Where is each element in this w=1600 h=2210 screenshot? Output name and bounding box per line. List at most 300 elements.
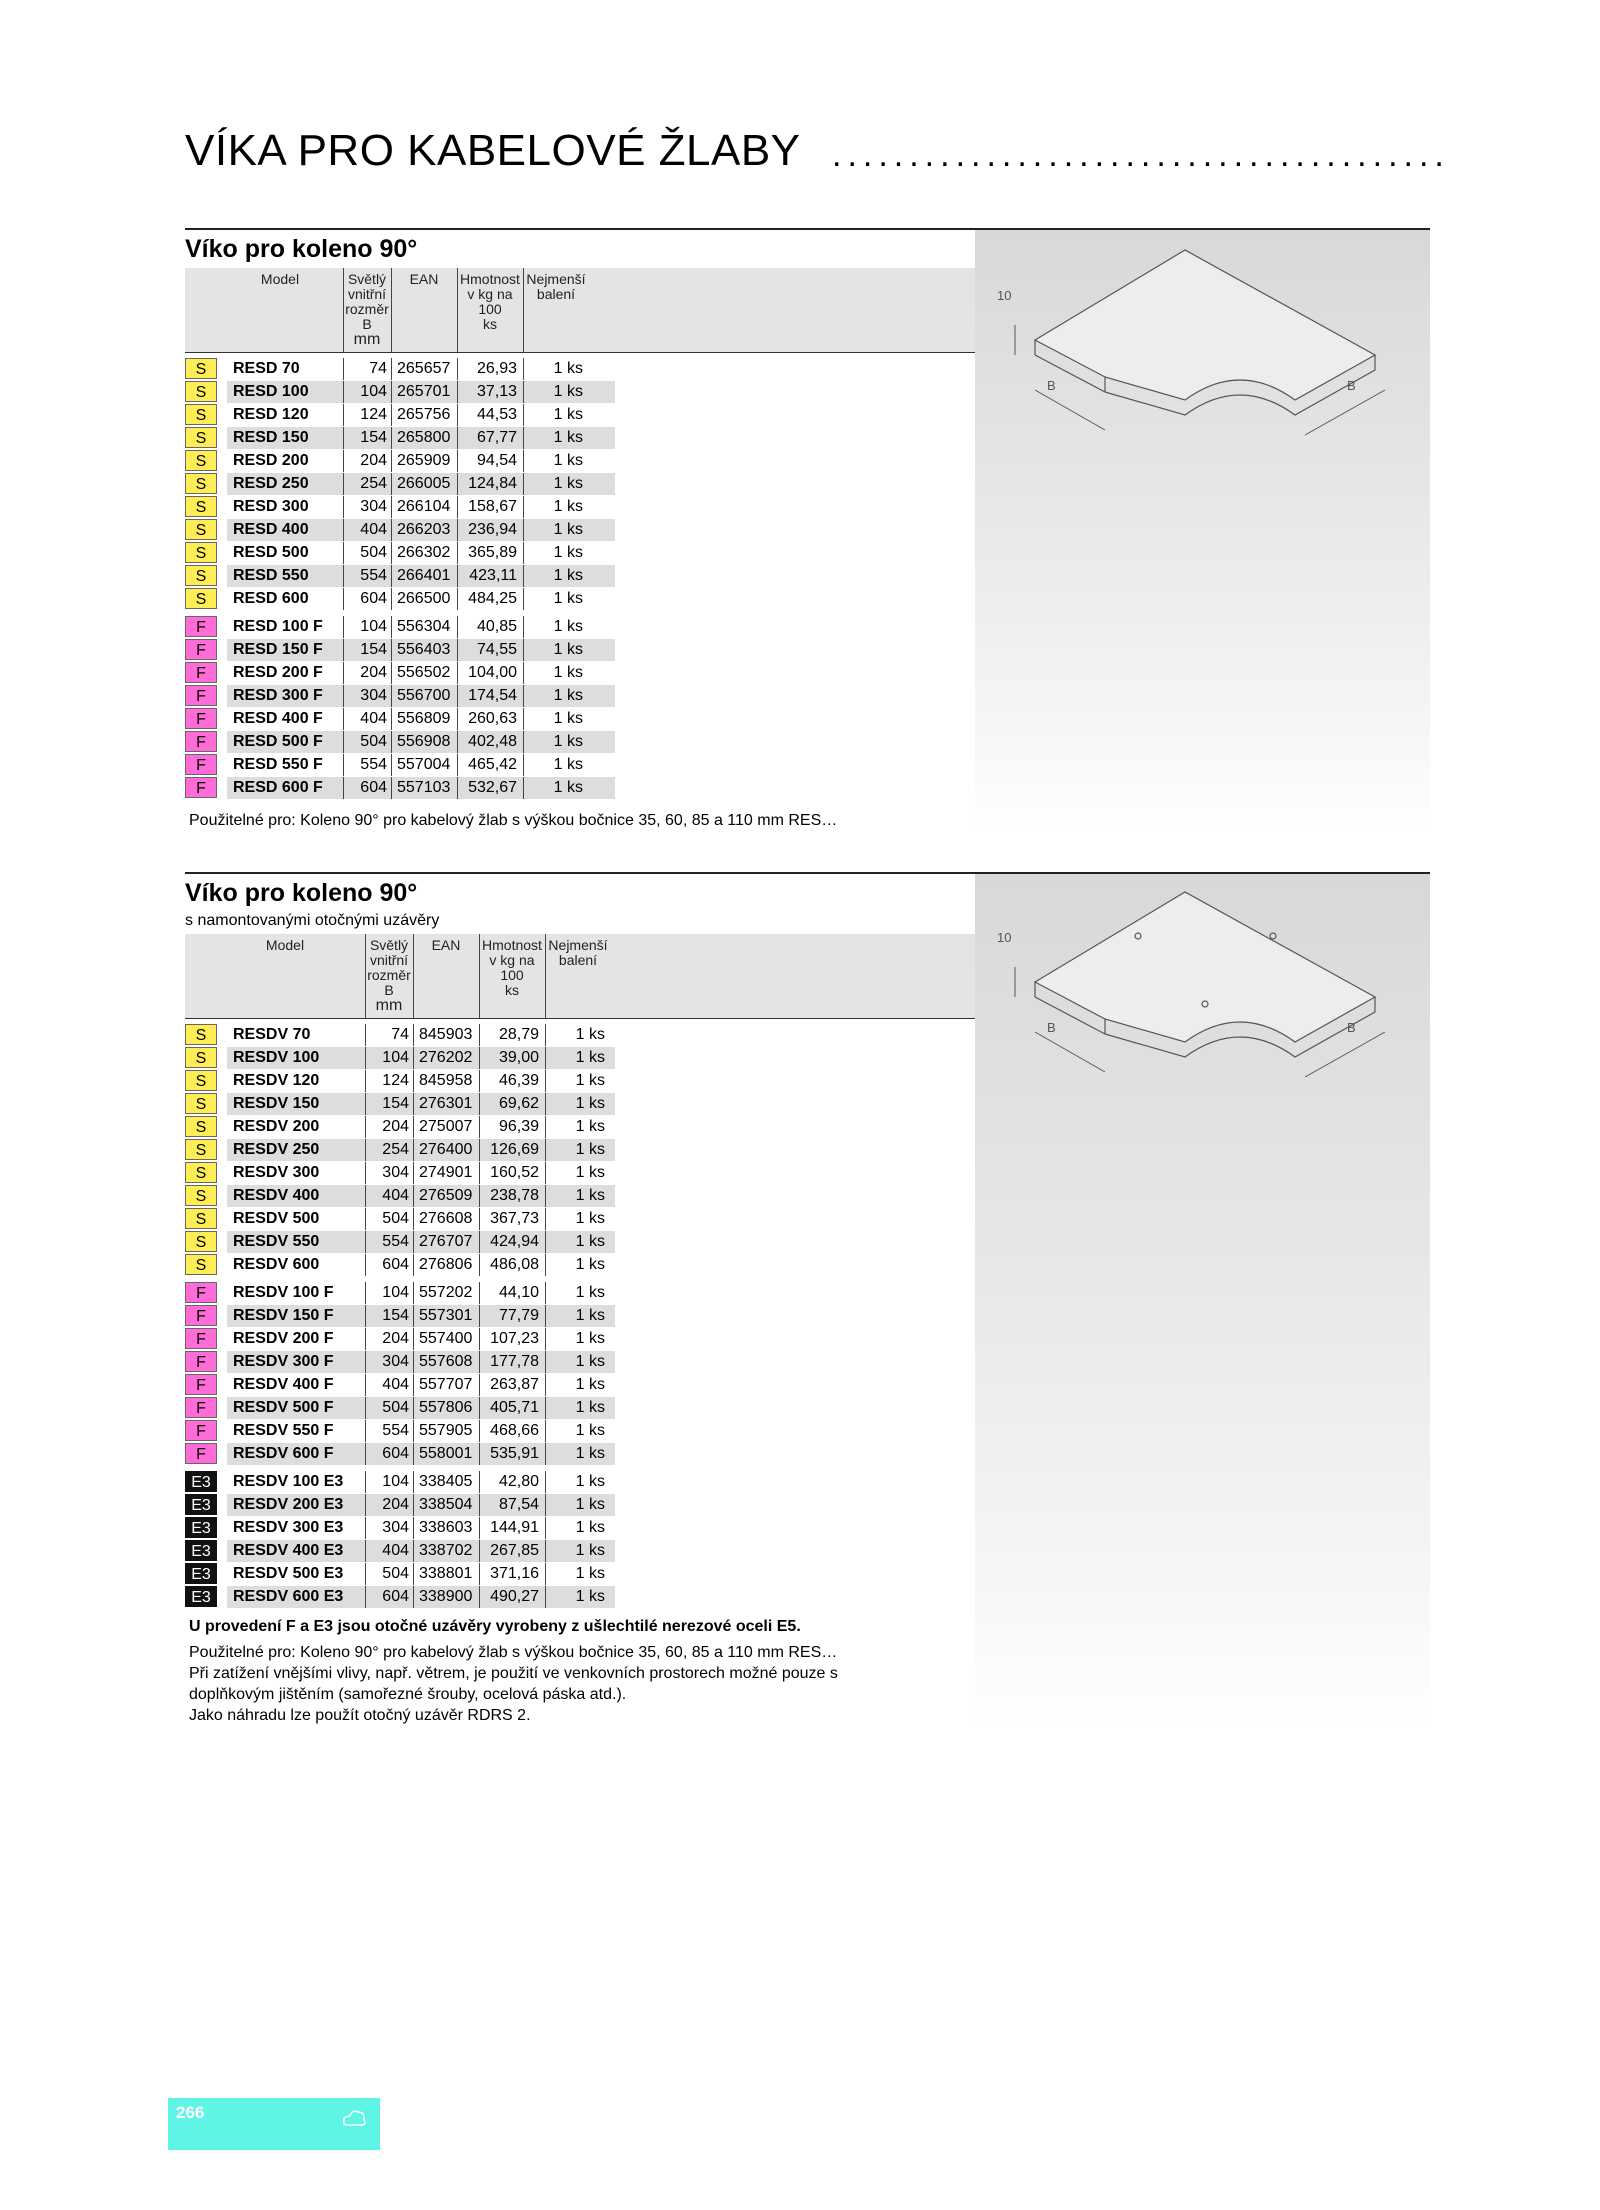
cell-weight: 405,71 — [490, 1399, 539, 1416]
cell-weight: 107,23 — [490, 1330, 539, 1347]
drawing-panel — [975, 230, 1430, 835]
cell-ean: 266302 — [397, 544, 451, 561]
col-model: Model — [260, 271, 300, 287]
cell-weight: 104,00 — [468, 664, 517, 681]
variant-badge: S — [185, 427, 217, 448]
cell-pack: 1 ks — [575, 1399, 605, 1416]
cell-ean: 266203 — [397, 521, 451, 538]
variant-badge: S — [185, 1208, 217, 1229]
cell-weight: 28,79 — [498, 1026, 539, 1043]
page-number-box — [168, 2098, 380, 2150]
cell-pack: 1 ks — [553, 641, 583, 658]
dim-left-label: B — [1047, 378, 1056, 393]
drawing-panel — [975, 874, 1430, 1729]
cell-model: RESDV 100 E3 — [233, 1473, 344, 1490]
cell-pack: 1 ks — [575, 1118, 605, 1135]
table-row — [185, 731, 615, 753]
cell-model: RESDV 150 — [233, 1095, 320, 1112]
table-row — [185, 1374, 615, 1396]
cell-b: 154 — [382, 1307, 409, 1324]
col-b: Světlý vnitřní rozměr B — [367, 937, 411, 998]
cell-b: 104 — [360, 383, 387, 400]
cover-drawing — [975, 230, 1430, 490]
cell-ean: 265800 — [397, 429, 451, 446]
cell-model: RESD 600 — [233, 590, 309, 607]
cell-pack: 1 ks — [553, 756, 583, 773]
col-b: Světlý vnitřní rozměr B — [345, 271, 389, 332]
table-row — [185, 381, 615, 403]
table-row — [185, 565, 615, 587]
variant-badge: F — [185, 1328, 217, 1349]
table-row — [185, 542, 615, 564]
cell-model: RESDV 300 — [233, 1164, 320, 1181]
variant-badge: S — [185, 1162, 217, 1183]
cell-model: RESD 150 — [233, 429, 309, 446]
col-b-unit: mm — [353, 331, 381, 348]
table-row — [185, 1139, 615, 1161]
cell-ean: 265657 — [397, 360, 451, 377]
cell-model: RESDV 500 E3 — [233, 1565, 344, 1582]
cell-weight: 424,94 — [490, 1233, 539, 1250]
cell-model: RESD 500 — [233, 544, 309, 561]
cell-b: 74 — [391, 1026, 409, 1043]
variant-badge: S — [185, 588, 217, 609]
cell-model: RESDV 200 — [233, 1118, 320, 1135]
cell-model: RESD 300 F — [233, 687, 323, 704]
table-header — [185, 268, 975, 353]
cell-ean: 556304 — [397, 618, 451, 635]
cell-b: 404 — [382, 1542, 409, 1559]
cell-pack: 1 ks — [575, 1164, 605, 1181]
cell-model: RESDV 250 — [233, 1141, 320, 1158]
table-header — [185, 934, 975, 1019]
variant-badge: S — [185, 496, 217, 517]
table-row — [185, 1093, 615, 1115]
cell-weight: 94,54 — [476, 452, 517, 469]
cell-pack: 1 ks — [575, 1422, 605, 1439]
cell-ean: 266005 — [397, 475, 451, 492]
cell-pack: 1 ks — [553, 429, 583, 446]
cell-ean: 266500 — [397, 590, 451, 607]
cell-b: 154 — [360, 429, 387, 446]
cell-pack: 1 ks — [553, 406, 583, 423]
variant-badge: F — [185, 1374, 217, 1395]
cell-ean: 557707 — [419, 1376, 473, 1393]
table-row — [185, 427, 615, 449]
cell-pack: 1 ks — [553, 475, 583, 492]
cell-weight: 144,91 — [490, 1519, 539, 1536]
table-row — [185, 1024, 615, 1046]
cell-weight: 267,85 — [490, 1542, 539, 1559]
cell-model: RESDV 550 — [233, 1233, 320, 1250]
cell-weight: 44,53 — [476, 406, 517, 423]
cell-b: 124 — [360, 406, 387, 423]
cell-ean: 556403 — [397, 641, 451, 658]
dim-right-label: B — [1347, 378, 1356, 393]
cell-ean: 557400 — [419, 1330, 473, 1347]
cell-model: RESDV 70 — [233, 1026, 311, 1043]
variant-badge: F — [185, 639, 217, 660]
cell-weight: 42,80 — [498, 1473, 539, 1490]
table-row — [185, 519, 615, 541]
cell-pack: 1 ks — [553, 498, 583, 515]
cell-ean: 556908 — [397, 733, 451, 750]
cell-ean: 557806 — [419, 1399, 473, 1416]
page-number: 266 — [176, 2103, 205, 2122]
variant-badge: S — [185, 1070, 217, 1091]
cell-ean: 265909 — [397, 452, 451, 469]
table-row — [185, 1047, 615, 1069]
cell-ean: 845958 — [419, 1072, 473, 1089]
cell-pack: 1 ks — [575, 1095, 605, 1112]
table-row — [185, 616, 615, 638]
cell-model: RESD 150 F — [233, 641, 323, 658]
cell-model: RESDV 300 F — [233, 1353, 334, 1370]
variant-badge: E3 — [185, 1517, 217, 1538]
note-text: Jako náhradu lze použít otočný uzávěr RDRS 2. — [189, 1707, 531, 1724]
table-row — [185, 1328, 615, 1350]
table-row — [185, 1116, 615, 1138]
cell-model: RESD 200 — [233, 452, 309, 469]
cell-b: 204 — [382, 1330, 409, 1347]
table-row — [185, 404, 615, 426]
cell-pack: 1 ks — [553, 779, 583, 796]
cell-pack: 1 ks — [575, 1141, 605, 1158]
cell-model: RESD 250 — [233, 475, 309, 492]
cell-weight: 46,39 — [498, 1072, 539, 1089]
table-row — [185, 1563, 615, 1585]
cell-ean: 275007 — [419, 1118, 473, 1135]
col-ean: EAN — [409, 271, 439, 287]
table-row — [185, 1185, 615, 1207]
cell-weight: 177,78 — [490, 1353, 539, 1370]
cell-model: RESD 600 F — [233, 779, 323, 796]
col-ean: EAN — [431, 937, 461, 953]
cell-b: 154 — [382, 1095, 409, 1112]
cell-model: RESD 550 F — [233, 756, 323, 773]
table-row — [185, 1517, 615, 1539]
cloud-icon — [340, 2106, 368, 2130]
cell-model: RESDV 550 F — [233, 1422, 334, 1439]
cell-weight: 40,85 — [476, 618, 517, 635]
cell-model: RESD 100 — [233, 383, 309, 400]
cell-weight: 260,63 — [468, 710, 517, 727]
cell-pack: 1 ks — [575, 1353, 605, 1370]
variant-badge: F — [185, 1420, 217, 1441]
cell-pack: 1 ks — [575, 1376, 605, 1393]
cell-model: RESD 500 F — [233, 733, 323, 750]
variant-badge: F — [185, 662, 217, 683]
cell-weight: 158,67 — [468, 498, 517, 515]
cell-model: RESDV 100 — [233, 1049, 320, 1066]
cell-b: 204 — [382, 1118, 409, 1135]
cell-b: 254 — [382, 1141, 409, 1158]
cell-weight: 69,62 — [498, 1095, 539, 1112]
cell-model: RESDV 400 F — [233, 1376, 334, 1393]
cell-ean: 557103 — [397, 779, 451, 796]
cell-b: 604 — [360, 779, 387, 796]
table-row — [185, 1351, 615, 1373]
cell-weight: 465,42 — [468, 756, 517, 773]
variant-badge: S — [185, 1139, 217, 1160]
cell-pack: 1 ks — [575, 1049, 605, 1066]
table-row — [185, 1162, 615, 1184]
variant-badge: S — [185, 1231, 217, 1252]
cell-model: RESDV 200 F — [233, 1330, 334, 1347]
note-text: Použitelné pro: Koleno 90° pro kabelový žlab s výškou bočnice 35, 60, 85 a 110 mm RES… — [189, 812, 838, 829]
cell-b: 404 — [382, 1187, 409, 1204]
cell-pack: 1 ks — [575, 1233, 605, 1250]
cell-ean: 845903 — [419, 1026, 473, 1043]
cell-b: 204 — [360, 664, 387, 681]
cell-weight: 263,87 — [490, 1376, 539, 1393]
cell-ean: 266104 — [397, 498, 451, 515]
cell-model: RESD 200 F — [233, 664, 323, 681]
table-row — [185, 708, 615, 730]
cell-pack: 1 ks — [553, 664, 583, 681]
cell-weight: 490,27 — [490, 1588, 539, 1605]
cell-ean: 558001 — [419, 1445, 473, 1462]
cell-model: RESDV 600 F — [233, 1445, 334, 1462]
table-row — [185, 1471, 615, 1493]
cell-weight: 468,66 — [490, 1422, 539, 1439]
cell-model: RESDV 600 — [233, 1256, 320, 1273]
cell-ean: 274901 — [419, 1164, 473, 1181]
cell-weight: 484,25 — [468, 590, 517, 607]
page-title: VÍKA PRO KABELOVÉ ŽLABY — [185, 126, 801, 175]
variant-badge: S — [185, 1254, 217, 1275]
cell-weight: 77,79 — [498, 1307, 539, 1324]
cell-ean: 265701 — [397, 383, 451, 400]
cell-ean: 557202 — [419, 1284, 473, 1301]
variant-badge: S — [185, 473, 217, 494]
variant-badge: S — [185, 1024, 217, 1045]
cell-model: RESDV 600 E3 — [233, 1588, 344, 1605]
variant-badge: F — [185, 1282, 217, 1303]
cell-pack: 1 ks — [553, 383, 583, 400]
cell-weight: 37,13 — [476, 383, 517, 400]
cell-model: RESDV 100 F — [233, 1284, 334, 1301]
cell-model: RESD 70 — [233, 360, 300, 377]
cell-pack: 1 ks — [553, 733, 583, 750]
table-row — [185, 358, 615, 380]
cell-pack: 1 ks — [553, 618, 583, 635]
cell-b: 504 — [382, 1210, 409, 1227]
cell-b: 604 — [382, 1445, 409, 1462]
cell-b: 504 — [360, 733, 387, 750]
cell-weight: 44,10 — [498, 1284, 539, 1301]
note-highlight: U provedení F a E3 jsou otočné uzávěry vyrobeny z ušlechtilé nerezové oceli E5. — [189, 1618, 801, 1635]
cell-b: 74 — [369, 360, 387, 377]
variant-badge: F — [185, 708, 217, 729]
cell-weight: 39,00 — [498, 1049, 539, 1066]
col-weight: Hmotnost v kg na 100 ks — [460, 271, 520, 332]
col-model: Model — [265, 937, 305, 953]
cell-pack: 1 ks — [575, 1026, 605, 1043]
cell-b: 104 — [382, 1049, 409, 1066]
cell-weight: 532,67 — [468, 779, 517, 796]
cell-b: 154 — [360, 641, 387, 658]
cell-b: 104 — [360, 618, 387, 635]
variant-badge: S — [185, 542, 217, 563]
variant-badge: F — [185, 1351, 217, 1372]
cell-pack: 1 ks — [575, 1330, 605, 1347]
cell-ean: 338702 — [419, 1542, 473, 1559]
cell-weight: 236,94 — [468, 521, 517, 538]
cell-b: 204 — [382, 1496, 409, 1513]
table-row — [185, 1305, 615, 1327]
cell-b: 104 — [382, 1473, 409, 1490]
col-pack: Nejmenší balení — [548, 937, 608, 968]
cell-b: 504 — [382, 1399, 409, 1416]
cell-ean: 557608 — [419, 1353, 473, 1370]
variant-badge: E3 — [185, 1540, 217, 1561]
variant-badge: E3 — [185, 1586, 217, 1607]
cover-drawing — [975, 874, 1430, 1134]
section-title: Víko pro koleno 90° — [185, 879, 418, 907]
cell-model: RESDV 120 — [233, 1072, 320, 1089]
cell-pack: 1 ks — [575, 1187, 605, 1204]
cell-ean: 556502 — [397, 664, 451, 681]
cell-model: RESDV 200 E3 — [233, 1496, 344, 1513]
cell-b: 304 — [360, 687, 387, 704]
cell-weight: 486,08 — [490, 1256, 539, 1273]
cell-b: 554 — [382, 1422, 409, 1439]
variant-badge: E3 — [185, 1563, 217, 1584]
cell-weight: 365,89 — [468, 544, 517, 561]
cell-weight: 423,11 — [469, 567, 517, 584]
cell-ean: 338900 — [419, 1588, 473, 1605]
table-row — [185, 1420, 615, 1442]
cell-pack: 1 ks — [553, 710, 583, 727]
cell-weight: 367,73 — [490, 1210, 539, 1227]
cell-pack: 1 ks — [575, 1210, 605, 1227]
cell-b: 104 — [382, 1284, 409, 1301]
cell-ean: 338801 — [419, 1565, 473, 1582]
cell-pack: 1 ks — [553, 521, 583, 538]
cell-model: RESDV 500 — [233, 1210, 320, 1227]
cell-weight: 74,55 — [476, 641, 517, 658]
cell-pack: 1 ks — [575, 1588, 605, 1605]
variant-badge: S — [185, 450, 217, 471]
variant-badge: S — [185, 1047, 217, 1068]
cell-ean: 266401 — [397, 567, 451, 584]
col-weight: Hmotnost v kg na 100 ks — [482, 937, 542, 998]
table-row — [185, 1494, 615, 1516]
variant-badge: S — [185, 1093, 217, 1114]
table-row — [185, 1254, 615, 1276]
table-row — [185, 588, 615, 610]
dim-top-label: 10 — [997, 930, 1012, 945]
cell-weight: 126,69 — [490, 1141, 539, 1158]
variant-badge: S — [185, 519, 217, 540]
cell-b: 254 — [360, 475, 387, 492]
variant-badge: F — [185, 1305, 217, 1326]
cell-pack: 1 ks — [553, 452, 583, 469]
cell-weight: 87,54 — [498, 1496, 539, 1513]
cell-pack: 1 ks — [575, 1496, 605, 1513]
table-row — [185, 639, 615, 661]
cell-ean: 556809 — [397, 710, 451, 727]
table-row — [185, 450, 615, 472]
cell-pack: 1 ks — [575, 1307, 605, 1324]
cell-b: 404 — [360, 710, 387, 727]
cell-b: 404 — [382, 1376, 409, 1393]
cell-ean: 276806 — [419, 1256, 473, 1273]
cell-weight: 371,16 — [490, 1565, 539, 1582]
table-row — [185, 685, 615, 707]
cell-ean: 276707 — [419, 1233, 473, 1250]
cell-weight: 238,78 — [490, 1187, 539, 1204]
cell-weight: 535,91 — [490, 1445, 539, 1462]
section-subtitle: s namontovanými otočnými uzávěry — [185, 912, 440, 929]
cell-pack: 1 ks — [575, 1542, 605, 1559]
table-row — [185, 1397, 615, 1419]
note-text: doplňkovým jištěním (samořezné šrouby, ocelová páska atd.). — [189, 1686, 627, 1703]
cell-b: 604 — [382, 1588, 409, 1605]
cell-b: 604 — [360, 590, 387, 607]
variant-badge: F — [185, 685, 217, 706]
cell-model: RESDV 400 E3 — [233, 1542, 344, 1559]
cell-pack: 1 ks — [553, 590, 583, 607]
variant-badge: S — [185, 404, 217, 425]
section-title: Víko pro koleno 90° — [185, 235, 418, 263]
cell-ean: 557905 — [419, 1422, 473, 1439]
cell-weight: 96,39 — [498, 1118, 539, 1135]
cell-model: RESDV 150 F — [233, 1307, 334, 1324]
cell-b: 304 — [360, 498, 387, 515]
cell-ean: 276608 — [419, 1210, 473, 1227]
variant-badge: F — [185, 1443, 217, 1464]
cell-b: 554 — [382, 1233, 409, 1250]
title-dots: ........................................ — [832, 136, 1450, 174]
table-row — [185, 473, 615, 495]
cell-pack: 1 ks — [575, 1284, 605, 1301]
cell-model: RESD 100 F — [233, 618, 323, 635]
cell-model: RESD 400 F — [233, 710, 323, 727]
cell-weight: 67,77 — [476, 429, 517, 446]
variant-badge: E3 — [185, 1494, 217, 1515]
table-row — [185, 777, 615, 799]
cell-b: 504 — [360, 544, 387, 561]
cell-b: 304 — [382, 1353, 409, 1370]
note-text: Použitelné pro: Koleno 90° pro kabelový žlab s výškou bočnice 35, 60, 85 a 110 mm RES… — [189, 1644, 838, 1661]
col-pack: Nejmenší balení — [526, 271, 586, 302]
cell-weight: 124,84 — [468, 475, 517, 492]
cell-pack: 1 ks — [553, 567, 583, 584]
cell-b: 604 — [382, 1256, 409, 1273]
cell-b: 304 — [382, 1164, 409, 1181]
cell-pack: 1 ks — [553, 544, 583, 561]
cell-ean: 276202 — [419, 1049, 473, 1066]
cell-ean: 557301 — [419, 1307, 473, 1324]
variant-badge: E3 — [185, 1471, 217, 1492]
section-cover-90 — [185, 228, 1430, 835]
cell-b: 204 — [360, 452, 387, 469]
cell-pack: 1 ks — [553, 687, 583, 704]
cell-ean: 276301 — [419, 1095, 473, 1112]
cell-ean: 338603 — [419, 1519, 473, 1536]
col-b-unit: mm — [375, 997, 403, 1014]
cell-pack: 1 ks — [575, 1256, 605, 1273]
table-row — [185, 1070, 615, 1092]
cell-b: 304 — [382, 1519, 409, 1536]
cell-ean: 276509 — [419, 1187, 473, 1204]
cell-b: 124 — [382, 1072, 409, 1089]
cell-b: 554 — [360, 756, 387, 773]
note-text: Při zatížení vnějšími vlivy, např. větrem, je použití ve venkovních prostorech možné pouze s — [189, 1665, 838, 1682]
cell-ean: 338405 — [419, 1473, 473, 1490]
